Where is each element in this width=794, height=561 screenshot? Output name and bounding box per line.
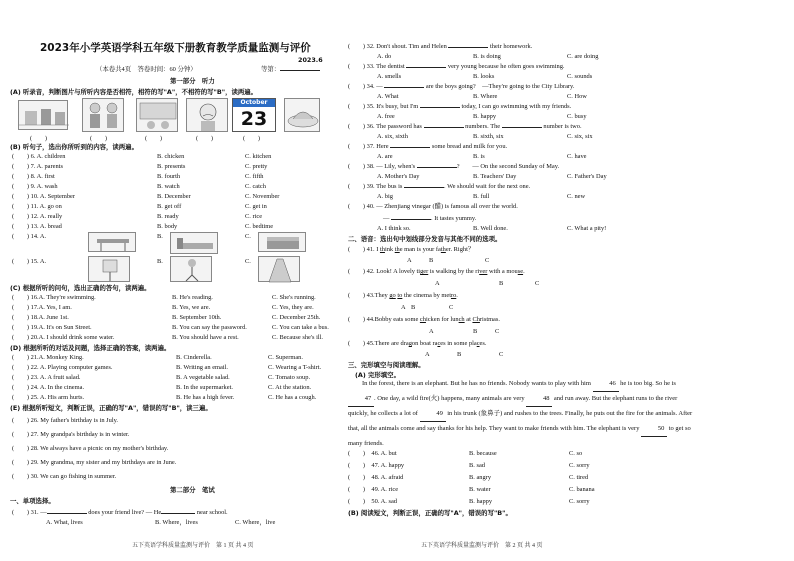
section-2-title: 二、语音：选出句中划线部分发音与其他不同的选项。	[348, 235, 502, 243]
section-c-instruction: (C) 根据所听的问句，选出正确的答句，读两遍。	[10, 284, 151, 292]
question-36: ( ) 36. The password has numbers. The number is two.	[348, 123, 582, 130]
cloze-46: ( ) 46. A. but	[348, 450, 397, 457]
question-20: ( ) 20.A. I should drink some water.	[12, 334, 115, 341]
opt-33a: A. smells	[377, 73, 402, 80]
question-22: ( ) 22. A. Playing computer games.	[12, 364, 113, 371]
option-23b: B. A vegetable salad.	[176, 374, 230, 381]
picture-6-dish	[284, 98, 320, 132]
cloze-47b: B. sad	[469, 462, 485, 469]
question-31: ( ) 31. — does your friend live? — He near school.	[12, 509, 228, 516]
option-20c: C. Because she's ill.	[272, 334, 324, 341]
blank-46[interactable]: 46	[593, 377, 619, 392]
cloze-49b: B. water	[469, 486, 491, 493]
option-25c: C. He has a cough.	[268, 394, 317, 401]
question-33b: ( ) 33. The dentist very young because he often goes swimming.	[348, 63, 565, 70]
opt-35a: A. free	[377, 113, 395, 120]
option-15c: C.	[245, 258, 251, 265]
grade-label: 等第：	[261, 66, 320, 74]
option-21b: B. Cinderella.	[176, 354, 212, 361]
label-43a: A	[401, 304, 406, 311]
cloze-47c: C. sorry	[569, 462, 590, 469]
opt-34a: A. What	[377, 93, 399, 100]
cloze-passage: In the forest, there is an elephant. But he has no friends. Nobody wants to play with him 46 he is too big. So he is 47 . One day, a wild fire(火) happens, many animals are very 48 and run away. But the elephant runs to the river quickly, he collects a lot of 49 in his trunk (象鼻子) and rushes to the trees. Finally, he puts out the fire for the animals. After that, all the animals come and say thanks for his help. They want to make friends with him. The elephant is very 50 to get so many friends.	[348, 377, 693, 451]
cloze-50b: B. happy	[469, 498, 493, 505]
option-7c: C. pretty	[245, 163, 268, 170]
question-14: ( ) 14. A.	[12, 233, 47, 240]
picture-3-classroom	[136, 98, 178, 132]
opt-36b: B. sixth, six	[473, 133, 504, 140]
question-10: ( ) 10. A. September	[12, 193, 76, 200]
cloze-46c: C. so	[569, 450, 583, 457]
option-11c: C. get in	[245, 203, 267, 210]
question-40-line2: — . It tastes yummy.	[383, 215, 477, 222]
opt-34c: C. How	[567, 93, 587, 100]
section-a-instruction: (A) 听录音，判断图片与所听内容是否相符，相符的写"A"，不相符的写"B"，读两遍。	[10, 88, 258, 96]
option-12b: B. ready	[157, 213, 179, 220]
opt-39c: C. new	[567, 193, 586, 200]
cloze-50c: C. sorry	[569, 498, 590, 505]
section-e-instruction: (E) 根据所听短文，判断正误，正确的写"A"，错误的写"B"，读三遍。	[10, 404, 212, 412]
picture-15b-runner	[170, 256, 212, 282]
option-20b: B. You should have a rest.	[172, 334, 239, 341]
picture-4-sick-child	[186, 98, 228, 132]
cloze-48: ( ) 48. A. afraid	[348, 474, 404, 481]
blank-36b[interactable]	[502, 127, 542, 128]
part2-title: 第二部分 笔试	[170, 486, 215, 494]
exam-date: 2023.6	[298, 56, 323, 64]
blank-35[interactable]	[420, 107, 460, 108]
option-18b: B. September 10th.	[172, 314, 222, 321]
opt-37b: B. is	[473, 153, 485, 160]
exam-info: （本卷共4页 答卷时间：60 分钟）	[96, 66, 197, 73]
question-30: ( ) 30. We can go fishing in summer.	[12, 473, 117, 480]
footer-left: 五下英语学科质量监测与评价 第 1 页 共 4 页	[132, 543, 254, 549]
opt-36c: C. six, six	[567, 133, 593, 140]
label-41c: C	[485, 257, 490, 264]
question-34: ( ) 34. — are the boys going? —They're going to the City Library.	[348, 83, 575, 90]
picture-2-family	[82, 98, 124, 132]
question-45: ( ) 45.There are dragon boat races in some places.	[348, 340, 487, 347]
option-31c: C. Where，live	[235, 519, 276, 526]
opt-40a: A. I think so.	[377, 225, 411, 232]
calendar-day: 23	[240, 108, 268, 130]
question-42: ( ) 42. Look! A lovely tiger is walking by the river with a mouse.	[348, 268, 525, 275]
option-12c: C. rice	[245, 213, 263, 220]
question-27: ( ) 27. My grandpa's birthday is in winter.	[12, 431, 130, 438]
option-6b: B. chicken	[157, 153, 185, 160]
option-25b: B. He has a high fever.	[176, 394, 235, 401]
label-42a: A	[435, 280, 440, 287]
option-9b: B. watch	[157, 183, 180, 190]
answer-paren-5[interactable]: ( )	[243, 135, 261, 142]
label-45a: A	[425, 351, 430, 358]
picture-14c-sofa	[258, 232, 306, 252]
picture-14a-table	[88, 232, 136, 252]
label-45c: C	[499, 351, 504, 358]
cloze-46b: B. because	[469, 450, 497, 457]
section-3b-title: (B) 阅读短文，判断正误，正确的写"A"，错误的写"B"。	[348, 509, 512, 517]
option-13b: B. body	[157, 223, 178, 230]
cloze-47: ( ) 47. A. happy	[348, 462, 405, 469]
opt-39a: A. big	[377, 193, 393, 200]
cloze-49c: C. banana	[569, 486, 595, 493]
answer-paren-4[interactable]: ( )	[196, 135, 214, 142]
cloze-50: ( ) 50. A. sad	[348, 498, 397, 505]
option-8b: B. fourth	[157, 173, 181, 180]
option-15b: B.	[157, 258, 163, 265]
question-16: ( ) 16.A. They're swimming.	[12, 294, 96, 301]
question-44: ( ) 44.Bobby eats some chicken for lunch at Christmas.	[348, 316, 500, 323]
blank-39[interactable]	[404, 187, 444, 188]
option-14c: C.	[245, 233, 251, 240]
picture-15a-sign	[88, 256, 130, 282]
opt-35c: C. busy	[567, 113, 587, 120]
option-17c: C. Yes, they are.	[272, 304, 314, 311]
option-22b: B. Writing an email.	[176, 364, 228, 371]
section-b-instruction: (B) 听句子，选出你所听到的内容，读两遍。	[10, 143, 138, 151]
opt-38a: A. Mother's Day	[377, 173, 420, 180]
question-12: ( ) 12. A. really	[12, 213, 63, 220]
cloze-48b: B. angry	[469, 474, 492, 481]
picture-5-calendar	[232, 98, 276, 132]
label-41b: B	[429, 257, 434, 264]
label-42c: C	[535, 280, 540, 287]
opt-40c: C. What a pity!	[567, 225, 607, 232]
cloze-49: ( ) 49. A. rice	[348, 486, 399, 493]
question-38: ( ) 38. — Lily, when's ? — On the second Sunday of May.	[348, 163, 560, 170]
blank-50[interactable]: 50	[641, 422, 667, 437]
exam-title: 2023年小学英语学科五年级下册教育教学质量监测与评价	[40, 42, 311, 54]
calendar-month: October	[233, 99, 275, 107]
picture-15c-road	[258, 256, 300, 282]
option-11b: B. get off	[157, 203, 182, 210]
question-11: ( ) 11. A. go on	[12, 203, 62, 210]
picture-1-shopping	[18, 100, 68, 130]
section-3a-title: (A) 完形填空。	[355, 371, 400, 379]
question-17: ( ) 17.A. Yes, I am.	[12, 304, 72, 311]
question-19: ( ) 19.A. It's on Sun Street.	[12, 324, 92, 331]
part1-title: 第一部分 听力	[170, 77, 215, 85]
option-13c: C. bedtime	[245, 223, 274, 230]
section-d-instruction: (D) 根据所听的对话及问题，选择正确的答案，读两遍。	[10, 344, 171, 352]
section-3-title: 三、完形填空与阅读理解。	[348, 361, 425, 369]
option-24b: B. In the supermarket.	[176, 384, 233, 391]
opt-40b: B. Well done.	[473, 225, 508, 232]
option-24c: C. At the station.	[268, 384, 312, 391]
option-31a: A. What, lives	[46, 519, 83, 526]
option-10c: C. November	[245, 193, 280, 200]
question-24: ( ) 24. A. In the cinema.	[12, 384, 85, 391]
blank-31b[interactable]	[161, 513, 195, 514]
option-31b: B. Where，lives	[155, 519, 198, 526]
blank-49[interactable]: 49	[420, 407, 446, 422]
opt-34b: B. Where	[473, 93, 498, 100]
blank-47[interactable]: 47	[348, 392, 374, 407]
option-9c: C. catch	[245, 183, 266, 190]
option-8c: C. fifth	[245, 173, 264, 180]
option-17b: B. Yes, we are.	[172, 304, 211, 311]
option-18c: C. December 25th.	[272, 314, 321, 321]
blank-48[interactable]: 48	[526, 392, 552, 407]
question-6: ( ) 6. A. children	[12, 153, 66, 160]
option-22c: C. Wearing a T-shirt.	[268, 364, 322, 371]
option-16b: B. He's reading.	[172, 294, 213, 301]
opt-33b: B. looks	[473, 73, 495, 80]
footer-right: 五下英语学科质量监测与评价 第 2 页 共 4 页	[421, 543, 543, 549]
question-18: ( ) 18.A. June 1st.	[12, 314, 69, 321]
question-26: ( ) 26. My father's birthday is in July.	[12, 417, 118, 424]
question-35: ( ) 35. It's busy, but I'm today, I can go swimming with my friends.	[348, 103, 572, 110]
label-45b: B	[457, 351, 462, 358]
opt-39b: B. full	[473, 193, 490, 200]
question-39: ( ) 39. The bus is . We should wait for the next one.	[348, 183, 531, 190]
question-21: ( ) 21.A. Monkey King.	[12, 354, 84, 361]
opt-38c: C. Father's Day	[567, 173, 607, 180]
blank-31a[interactable]	[47, 513, 87, 514]
right-page-body	[345, 0, 794, 561]
opt-32c: C. are doing	[567, 53, 599, 60]
label-43c: C	[449, 304, 454, 311]
question-32b: ( ) 32. Don't shout. Tim and Helen their homework.	[348, 43, 533, 50]
opt-35b: B. happy	[473, 113, 497, 120]
question-9: ( ) 9. A. wash	[12, 183, 58, 190]
answer-paren-3[interactable]: ( )	[145, 135, 163, 142]
opt-36a: A. six, sixth	[377, 133, 408, 140]
question-23: ( ) 23. A. A fruit salad.	[12, 374, 81, 381]
option-19b: B. You can say the password.	[172, 324, 247, 331]
opt-32a: A. do	[377, 53, 392, 60]
question-7: ( ) 7. A. parents	[12, 163, 63, 170]
question-41: ( ) 41. I think the man is your father. Right？	[348, 246, 475, 253]
question-40: ( ) 40. — Zhenjiang vinegar (醋) is famous all over the world.	[348, 203, 518, 210]
blank-40[interactable]	[391, 219, 431, 220]
label-44c: C	[495, 328, 500, 335]
question-28: ( ) 28. We always have a picnic on my mother's birthday.	[12, 445, 169, 452]
question-43: ( ) 43.They go to the cinema by metro.	[348, 292, 458, 299]
answer-paren-1[interactable]: ( )	[30, 135, 48, 142]
label-43b: B	[411, 304, 416, 311]
question-13: ( ) 13. A. bread	[12, 223, 62, 230]
opt-33c: C. sounds	[567, 73, 593, 80]
option-14b: B.	[157, 233, 163, 240]
option-23c: C. Tomato soup.	[268, 374, 311, 381]
label-42b: B	[499, 280, 504, 287]
blank-34[interactable]	[384, 87, 424, 88]
picture-14b-bed	[170, 232, 218, 254]
option-10b: B. December	[157, 193, 191, 200]
question-25: ( ) 25. A. His arm hurts.	[12, 394, 85, 401]
section-1-title: 一、单项选择。	[10, 497, 55, 505]
option-6c: C. kitchen	[245, 153, 272, 160]
question-8: ( ) 8. A. first	[12, 173, 55, 180]
option-7b: B. presents	[157, 163, 186, 170]
opt-37c: C. have	[567, 153, 587, 160]
label-44b: B	[473, 328, 478, 335]
label-41a: A	[407, 257, 412, 264]
blank-37[interactable]	[390, 147, 430, 148]
answer-paren-2[interactable]: ( )	[90, 135, 108, 142]
cloze-48c: C. tired	[569, 474, 589, 481]
question-29: ( ) 29. My grandma, my sister and my birthdays are in June.	[12, 459, 177, 466]
blank-38[interactable]	[417, 167, 457, 168]
opt-38b: B. Teachers' Day	[473, 173, 517, 180]
opt-32b: B. is doing	[473, 53, 501, 60]
grade-blank[interactable]	[280, 70, 320, 71]
blank-36a[interactable]	[424, 127, 464, 128]
option-19c: C. You can take a bus.	[272, 324, 329, 331]
question-15: ( ) 15. A.	[12, 258, 47, 265]
blank-33b[interactable]	[406, 67, 446, 68]
opt-37a: A. are	[377, 153, 393, 160]
option-21c: C. Superman.	[268, 354, 303, 361]
label-44a: A	[429, 328, 434, 335]
option-16c: C. She's running.	[272, 294, 316, 301]
question-37: ( ) 37. Here some bread and milk for you.	[348, 143, 508, 150]
blank-32b[interactable]	[448, 47, 488, 48]
